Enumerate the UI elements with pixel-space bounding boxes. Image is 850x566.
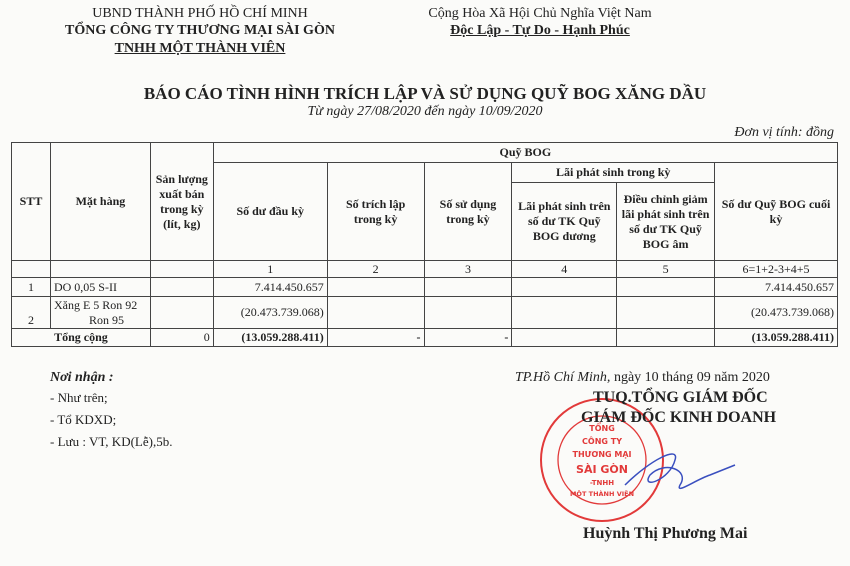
signer-name: Huỳnh Thị Phương Mai — [583, 525, 748, 542]
report-period: Từ ngày 27/08/2020 đến ngày 10/09/2020 — [307, 104, 543, 119]
index-row — [12, 261, 838, 278]
svg-text:MỘT THÀNH VIÊN: MỘT THÀNH VIÊN — [569, 490, 635, 498]
index-cell: 6=1+2-3+4+5 — [715, 261, 838, 278]
table-row — [12, 278, 838, 297]
org-line-1: UBND THÀNH PHỐ HỒ CHÍ MINH — [92, 6, 308, 21]
header-opening: Số dư đầu kỳ — [213, 163, 327, 261]
sign-place: TP.Hồ Chí Minh, — [515, 370, 611, 385]
recipient-item: - Lưu : VT, KD(Lễ),5b. — [50, 434, 173, 449]
index-cell: 3 — [424, 261, 512, 278]
row-closing: (20.473.739.068) — [715, 297, 838, 329]
header-volume: Sản lượng xuất bán trong kỳ (lít, kg) — [150, 143, 213, 261]
index-cell: 2 — [327, 261, 424, 278]
row-item-line1: Xăng E 5 Ron 92 — [53, 297, 138, 312]
total-volume: 0 — [150, 329, 213, 347]
row-item: DO 0,05 S-II — [50, 278, 150, 297]
svg-text:SÀI GÒN: SÀI GÒN — [576, 463, 628, 476]
bog-fund-table — [11, 142, 838, 347]
row-item-line2: Ron 95 — [88, 312, 124, 327]
svg-text:-TNHH: -TNHH — [589, 479, 615, 487]
svg-text:THƯƠNG MẠI: THƯƠNG MẠI — [572, 450, 632, 459]
recipient-item: - Như trên; — [50, 390, 108, 405]
org-line-2: TỔNG CÔNG TY THƯƠNG MẠI SÀI GÒN — [65, 23, 335, 38]
header-interest: Lãi phát sinh trong kỳ — [512, 163, 715, 183]
svg-text:CÔNG TY: CÔNG TY — [582, 437, 622, 446]
signer-role-1: TUQ.TỔNG GIÁM ĐỐC — [593, 389, 768, 406]
sign-place-date — [515, 370, 770, 386]
recipient-item: - Tổ KDXD; — [50, 412, 117, 427]
total-label: Tổng cộng — [12, 329, 151, 347]
total-opening: (13.059.288.411) — [213, 329, 327, 347]
header-item: Mặt hàng — [50, 143, 150, 261]
index-cell: 1 — [213, 261, 327, 278]
index-cell: 4 — [512, 261, 617, 278]
svg-text:TỔNG: TỔNG — [589, 424, 615, 433]
org-line-3: TNHH MỘT THÀNH VIÊN — [114, 41, 286, 56]
row-stt: 1 — [12, 278, 51, 297]
row-stt: 2 — [12, 297, 51, 329]
handwritten-signature — [620, 440, 740, 500]
header-used: Số sử dụng trong kỳ — [424, 163, 512, 261]
total-closing: (13.059.288.411) — [715, 329, 838, 347]
currency-unit: Đơn vị tính: đồng — [734, 125, 834, 140]
report-title: BÁO CÁO TÌNH HÌNH TRÍCH LẬP VÀ SỬ DỤNG QUỸ BOG XĂNG DẦU — [143, 84, 707, 103]
header-interest-positive: Lãi phát sinh trên số dư TK Quỹ BOG dương — [512, 183, 617, 261]
header-interest-negative: Điều chỉnh giảm lãi phát sinh trên số dư TK Quỹ BOG âm — [617, 183, 715, 261]
signer-role-2: GIÁM ĐỐC KINH DOANH — [581, 409, 777, 426]
total-row — [12, 329, 838, 347]
header-stt: STT — [12, 143, 51, 261]
total-used: - — [424, 329, 512, 347]
row-opening: (20.473.739.068) — [213, 297, 327, 329]
recipients-title: Nơi nhận : — [50, 370, 114, 385]
row-item — [50, 297, 150, 329]
header-closing: Số dư Quỹ BOG cuối kỳ — [715, 163, 838, 261]
sign-date: ngày 10 tháng 09 năm 2020 — [613, 370, 770, 385]
row-opening: 7.414.450.657 — [213, 278, 327, 297]
table-row — [12, 297, 838, 329]
header-allocation: Số trích lập trong kỳ — [327, 163, 424, 261]
nation-line-1: Cộng Hòa Xã Hội Chủ Nghĩa Việt Nam — [428, 6, 652, 21]
nation-line-2: Độc Lập - Tự Do - Hạnh Phúc — [450, 23, 630, 38]
row-closing: 7.414.450.657 — [715, 278, 838, 297]
total-allocation: - — [327, 329, 424, 347]
index-cell: 5 — [617, 261, 715, 278]
header-bog-fund: Quỹ BOG — [213, 143, 837, 163]
